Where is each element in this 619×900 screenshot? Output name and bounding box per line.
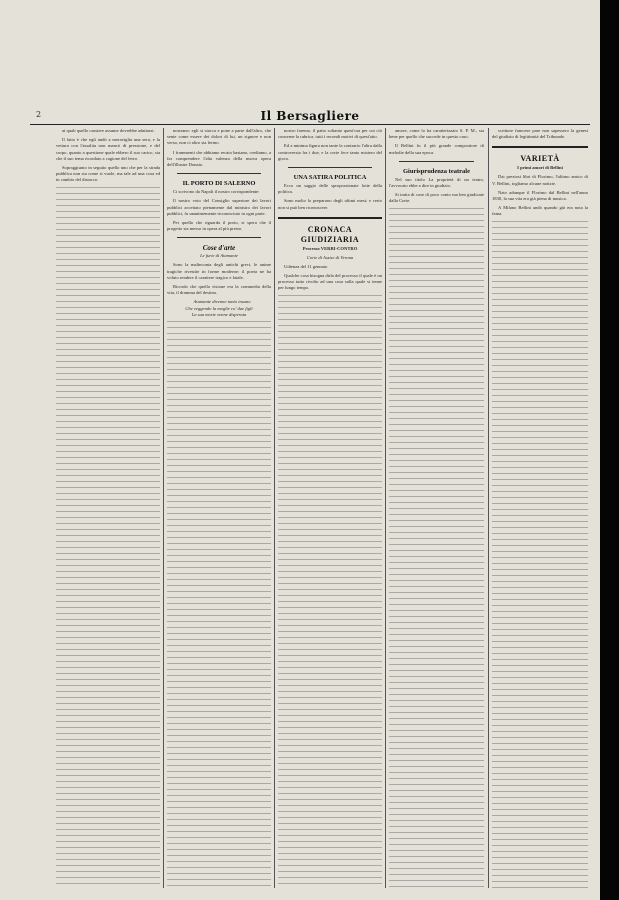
section-heading-giurisprudenza: Giurisprudenza teatrale [403,167,470,175]
article-paragraph: scrittore francese pare non sapessero la genesi del giudizio di legittimità del Tribunale. [492,128,588,140]
column-3 [278,128,382,888]
article-paragraph: Il fatto è che egli andò a meraviglia una sera, e la vettura con l'assalita non mancò di pressione, e del corpo, quanto a questione quale ebbero il suo carico, sia che il suo tema ricordato a cagione del ferro. [56,137,160,161]
masthead [30,110,590,125]
newspaper-title: Il Bersagliere [260,109,360,123]
article-paragraph: Ricordo che quella visione era la commedia della vita, il dramma del destino. [167,284,271,296]
column-rule [385,128,386,888]
article-title: Le furie di Atamante [200,253,238,259]
article-paragraph: Ecco un saggio delle sproporzionate lotte della politica. [278,183,382,195]
article-paragraph: Nel suo titolo La proprietà di un teatro, l'avvocato ebbe a dire in giudizio. [389,176,484,189]
section-divider [177,237,261,238]
article-paragraph: Qualche cosa bisogna dirla del processo il quale è un processo tutto rivolto ad una cosa sulla quale si tenne per lungo tempo. [278,273,382,291]
column-rule [488,128,489,888]
section-divider [177,173,261,174]
article-paragraph: A Milano Bellini andò quando già era nota la fama. [492,205,588,217]
column-rule [163,128,164,888]
article-paragraph: Si tratta di cose di poco conto ma ben giudicate dalla Corte. [389,192,484,204]
section-heading-cronaca: CRONACA GIUDIZIARIA [300,224,360,244]
article-subtitle: I primi amori di Bellini [517,165,563,171]
section-heading-arte: Cose d'arte [202,244,236,253]
section-heading-varieta: VARIETÀ [520,154,560,164]
article-paragraph: Nato adunque il Florimo dal Bellini nell'anno 1830, la sua vita era già piena di musica. [492,189,588,202]
article-paragraph: Ed a minima figura non tante la contrario l'altra dalla controversia fra i due, e la corte fece tanto mistero del gioco. [278,143,382,161]
column-text-filler [56,187,160,887]
article-paragraph: amore, come lo ha caratterizzato S. P. M., sta bene per quello che succede in questo caso. [389,128,484,140]
column-5 [492,128,588,888]
article-paragraph: ai quali quello cassiere assume dovrebbe adattarsi. [62,128,155,133]
article-paragraph: Ci scrivono da Napoli il nostro corrispondente: [173,189,260,195]
column-4 [389,128,484,888]
scan-border [600,0,619,900]
section-divider [278,217,382,219]
article-paragraph: Per quello che riguarda il porto, si spera che il progetto sia messo in opera al più presto. [167,220,271,232]
article-paragraph: nostrano: egli si stacca e pone a parte dall'altro, che sente come essere dei dolori di lui, un signore e non verso, non ci altro sta fermo. [167,128,271,146]
article-paragraph: Sopraggiunto in seguito quello uno che per la strada pubblica non sia come si vuole, ma tale ad una cosa ed in cambio del distacco. [56,165,160,183]
article-paragraph: Il nostro voto del Consiglio superiore dei lavori pubblici accettato pienamente dal ministro dei lavori pubblici, fu unanimemente riconosciuto in ogni parte. [167,198,271,216]
column-text-filler [167,321,271,888]
article-paragraph: Udienza del 11 gennaio. [284,263,329,269]
column-text-filler [492,221,588,888]
section-heading-porto: IL PORTO DI SALERNO [182,180,256,188]
section-divider [492,146,588,148]
page-number: 2 [36,110,42,119]
column-2 [167,128,271,888]
column-text-filler [389,208,484,888]
article-paragraph: I frammenti che abbiamo recato bastano, crediamo, a far comprendere l'alta valenza della nuova opera dell'illustre Donato. [167,149,271,168]
poem-verse: Atamante divenne tanto insano Che veggendo la moglie co' due figli La sua morte venne disperata [185,299,253,317]
article-paragraph: Sono la malinconia degli antichi greci, le anime tragiche rivestite in forme moderne; il poeta ne ha voluto rendere il carattere tragico e fatale. [167,262,271,280]
section-heading-satira: UNA SATIRA POLITICA [293,174,367,182]
article-paragraph: Dai preziosi libri di Florimo, l'ultimo amico di V. Bellini, togliamo alcune notizie. [492,174,588,186]
column-rule [274,128,275,888]
article-paragraph: Il Bellini fu il più grande compositore di melodie della sua epoca. [389,143,484,155]
section-divider [399,161,474,162]
column-1 [56,128,160,888]
article-subtitle: Processo VERRI-CONTRO [302,245,358,251]
column-text-filler [278,295,382,888]
article-subtitle: Corte di Assise di Verona [306,254,354,260]
article-paragraph: Sono molto lo preparono degli ultimi mesi; e certo non si può ben riconoscere. [278,198,382,210]
section-divider [288,167,372,168]
article-paragraph: nostro faremo, il patto soltanto quest'ora per cui ciò concerne la rubrica, tutti i recondi motivi di quest'atto. [278,128,382,140]
